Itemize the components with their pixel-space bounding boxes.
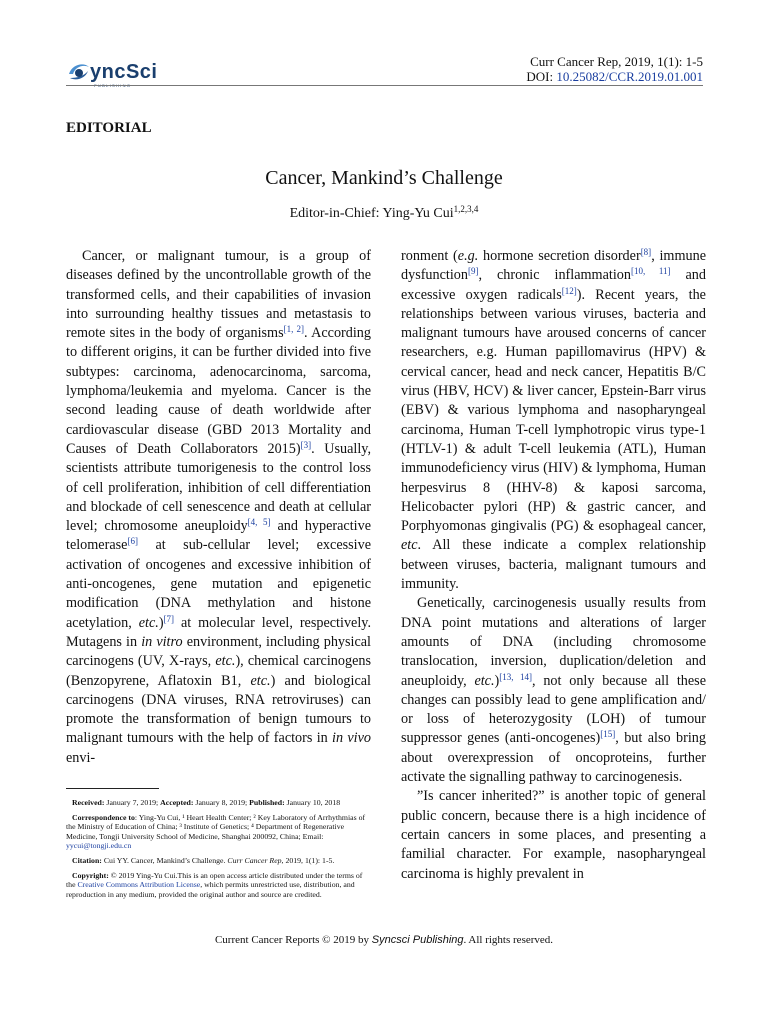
footnotes <box>66 798 372 904</box>
license-link[interactable]: Creative Commons Attribution License <box>77 880 201 890</box>
article-type: EDITORIAL <box>66 120 152 136</box>
header-rule <box>66 85 703 86</box>
journal-citation: Curr Cancer Rep, 2019, 1(1): 1-5 <box>530 54 703 69</box>
author-line <box>0 206 768 222</box>
citation-link[interactable]: [4, 5] <box>247 517 271 528</box>
footnote-citation: Citation: Cui YY. Cancer, Mankind’s Challenge. Curr Cancer Rep, 2019, 1(1): 1-5. <box>72 855 335 865</box>
author-name: Editor-in-Chief: Ying-Yu Cui <box>289 206 454 221</box>
footnote-correspondence: Correspondence to: Ying-Yu Cui, ¹ Heart Health Center; ² Key Laboratory of Arrhythmias of the Ministry of Education of China; ³ Institute of Genetics; ⁴ Department of Regenerative Medicine, Tongji University School of Medicine, Shanghai 200092, China; Email: yycui@tongji.edu.cn <box>66 812 366 851</box>
paragraph-genetics: Genetically, carcinogenesis usually results from DNA point mutations and alterations of larger amounts of DNA (including chromosome translocation, inversion, duplication/deletion and aneuploidy, etc.)[13, 14], not only because all these changes can possibly lead to gene amplification and/ or loss of heterozygosity (LOH) of tumour suppressor genes (anti-oncogenes)[15], but also bring about overexpression of oncoproteins, further activate the signalling pathway to carcinogenesis. <box>401 595 706 786</box>
email-link[interactable]: yycui@tongji.edu.cn <box>66 841 132 851</box>
citation-link[interactable]: [7] <box>163 613 175 624</box>
publisher-name: Syncsci Publishing <box>371 934 464 946</box>
citation-link[interactable]: [3] <box>300 439 312 450</box>
doi-line: DOI: 10.25082/CCR.2019.01.001 <box>526 69 703 84</box>
footnote-rule <box>66 788 159 789</box>
citation-link[interactable]: [9] <box>468 266 479 277</box>
paragraph-inherited: ”Is cancer inherited?” is another topic of general public concern, because there is a high incidence of certain cancers in some places, and presenting a familial character. For example, nasopharyngeal carcinoma is highly prevalent in <box>401 788 706 882</box>
logo-text: yncSci <box>90 61 158 83</box>
citation-link[interactable]: [10, 11] <box>630 266 671 277</box>
citation-link[interactable]: [8] <box>640 247 652 257</box>
citation-link[interactable]: [1, 2] <box>283 324 304 335</box>
paragraph-intro: Cancer, or malignant tumour, is a group of diseases defined by the uncontrollable growth of the transformed cells, and their capabilities of invasion into surrounding healthy tissues and metastasis to remote sites in the body of organisms[1, 2]. According to different origins, it can be further divided into five subtypes: carcinoma, adenocarcinoma, sarcoma, lymphoma/leukemia and myeloma. Cancer is the second leading cause of death worldwide after cardiovascular disease (GBD 2013 Mortality and Causes of Death Collaborators 2015)[3]. Usually, scientists attribute tumorigenesis to the control loss of cell proliferation, inhibition of cell differentiation and blockade of cell senescence and death at cellular level; chromosome aneuploidy[4, 5] and hyperactive telomerase[6] at sub-cellular level; excessive activation of oncogenes and excessive inhibition of anti-oncogenes, gene mutation and epigenetic modification (DNA methylation and histone acetylation, etc.)[7] at molecular level, respectively. Mutagens in in vitro environment, including physical carcinogens (UV, X-rays, etc.), chemical carcinogens (Benzopyrene, Aflatoxin B1, etc.) and biological carcinogens (DNA viruses, RNA retroviruses) can promote the transformation of benign tumours to malignant tumours with the help of factors in in vivo envi- <box>66 248 372 766</box>
footnote-dates: Received: January 7, 2019; Accepted: January 8, 2019; Published: January 10, 2018 <box>72 798 341 807</box>
doi-link[interactable]: 10.25082/CCR.2019.01.001 <box>556 69 703 84</box>
body-column-left <box>66 247 371 768</box>
citation-link[interactable]: [15] <box>600 729 616 740</box>
body-column-right <box>401 247 706 884</box>
syncsci-swoosh-icon <box>66 60 92 86</box>
page-footer: Current Cancer Reports © 2019 by Syncsci Publishing. All rights reserved. <box>214 934 554 946</box>
author-affiliations: 1,2,3,4 <box>453 204 479 214</box>
footnote-copyright: Copyright: © 2019 Ying-Yu Cui.This is an open access article distributed under the terms of the Creative Commons Attribution License, which permits unrestricted use, distribution, and reproduction in any medium, provided the original author and source are credited. <box>66 870 363 899</box>
paragraph-intro-continued: ronment (e.g. hormone secretion disorder[8], immune dysfunction[9], chronic inflammation[10, 11] and excessive oxygen radicals[12]). Recent years, the relationships between various viruses, bacteria and malignant tumours have aroused concerns of cancer researchers, e.g. Human papillomavirus (HPV) & cervical cancer, head and neck cancer, Hepatitis B/C virus (HBV, HCV) & liver cancer, Epstein-Barr virus (EBV) & various lymphoma and nasopharyngeal carcinoma, Human T-cell lymphotropic virus type-1 (HTLV-1) & adult T-cell leukemia (ATL), Human immunodeficiency virus (HIV) & lymphoma, Human herpesvirus 8 (HHV-8) & kaposi sarcoma, Helicobacter pylori (HP) & gastric cancer, and Porphyomonas gingivalis (PG) & esophageal cancer, etc. All these indicate a complex relationship between viruses, bacteria, malignant tumours and immunity. <box>401 247 706 593</box>
citation-link[interactable]: [13, 14] <box>499 671 532 682</box>
article-title: Cancer, Mankind’s Challenge <box>265 167 503 189</box>
journal-reference <box>526 54 703 84</box>
citation-link[interactable]: [6] <box>127 536 138 547</box>
citation-link[interactable]: [12] <box>561 285 577 296</box>
